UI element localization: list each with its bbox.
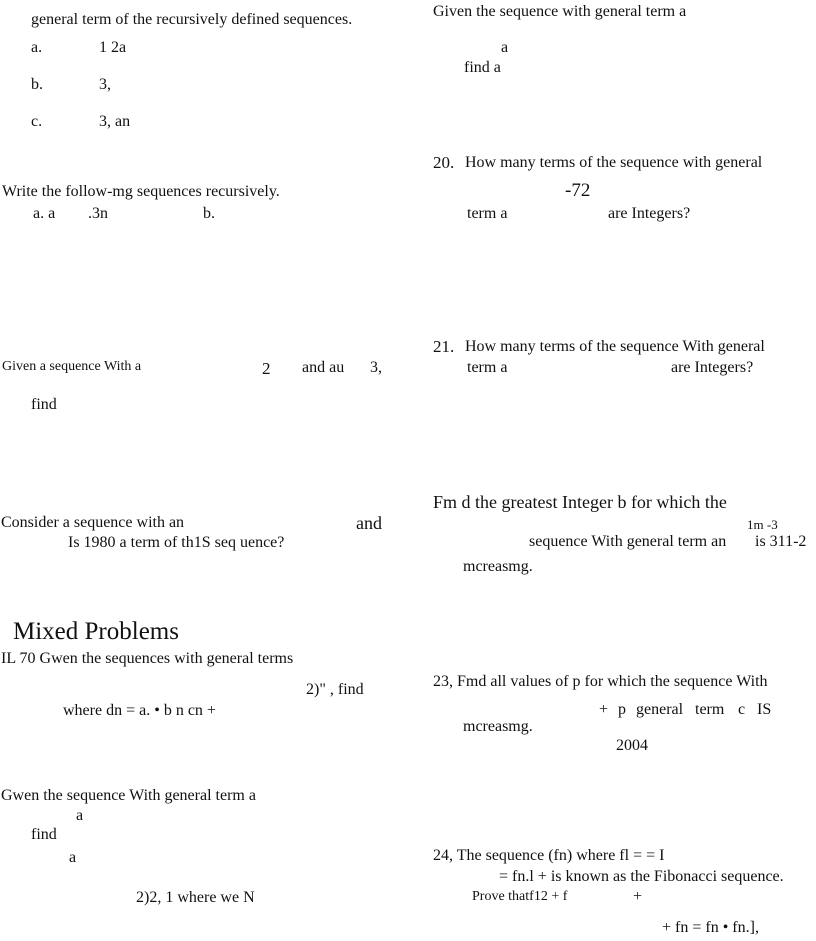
block1-c-label: c. (31, 113, 43, 130)
p24-line4: + fn = fn • fn.], (662, 919, 759, 936)
p21-end: are Integers? (671, 359, 754, 376)
right-block1-a: a (501, 39, 509, 56)
p23-term: term (695, 701, 725, 718)
block3-find: find (31, 396, 57, 413)
block4-and: and (356, 513, 382, 533)
p70-where: where dn = a. • b n cn + (63, 702, 216, 719)
p22-text: Fm d the greatest Integer b for which the (433, 492, 727, 512)
block3-intro: Given a sequence With a (2, 359, 142, 374)
block4-intro: Consider a sequence with an (1, 514, 185, 531)
p70-find: 2)" , find (306, 681, 364, 698)
p20-value: -72 (565, 180, 591, 201)
block1-b-text: 3, (99, 76, 111, 93)
p23-general: general (636, 701, 684, 718)
p23-line3: mcreasmg. (463, 718, 533, 735)
section-heading: Mixed Problems (13, 618, 179, 645)
p23-c: c (738, 701, 746, 718)
p22-line2-end: is 311-2 (755, 533, 807, 550)
block3-text: and au (302, 359, 345, 376)
p20-number: 20. (433, 153, 455, 172)
block2-a-text: a. a (33, 205, 56, 222)
p23-is: IS (757, 701, 772, 718)
block1-b-label: b. (31, 76, 43, 93)
block5-a2: a (69, 849, 77, 866)
block1-intro: general term of the recursively defined sequences. (31, 11, 353, 28)
p20-term: term a (467, 205, 508, 222)
p24-plus: + (633, 888, 643, 905)
block4-question: Is 1980 a term of th1S seq uence? (68, 534, 285, 551)
p24-line2: = fn.l + is known as the Fibonacci sequence. (499, 868, 784, 885)
right-block1-find: find a (464, 59, 501, 76)
p22-line3: mcreasmg. (463, 558, 533, 575)
block1-c-text: 3, an (99, 113, 131, 130)
block5-find: find (31, 826, 57, 843)
right-block1-intro: Given the sequence with general term a (433, 3, 687, 20)
block1-a-label: a. (31, 39, 43, 56)
block3-value2: 3, (370, 359, 382, 376)
block2-intro: Write the follow-mg sequences recursively. (2, 183, 280, 200)
p23-plus: + (599, 701, 609, 718)
p24-line3: Prove thatf12 + f (472, 889, 568, 904)
block3-value: 2 (262, 359, 271, 378)
p22-sup: 1m -3 (747, 517, 778, 532)
p23-year: 2004 (616, 737, 648, 754)
block5-intro: Gwen the sequence With general term a (1, 787, 256, 804)
p21-text: How many terms of the sequence With general (465, 338, 765, 355)
block2-a-value: .3n (88, 205, 108, 222)
p21-term: term a (467, 359, 508, 376)
p20-end: are Integers? (608, 205, 691, 222)
p23-text: 23, Fmd all values of p for which the sequence With (433, 673, 768, 690)
p24-text: 24, The sequence (fn) where fl = = I (433, 847, 665, 864)
block5-tail: 2)2, 1 where we N (136, 889, 255, 906)
block2-b-label: b. (203, 205, 215, 222)
p23-p: p (618, 701, 626, 718)
block1-a-text: 1 2a (99, 39, 127, 56)
p22-line2: sequence With general term an (529, 533, 727, 550)
block5-a1: a (76, 807, 84, 824)
p21-number: 21. (433, 337, 455, 356)
p70-intro: IL 70 Gwen the sequences with general terms (1, 650, 294, 667)
p20-text: How many terms of the sequence with general (465, 154, 763, 171)
